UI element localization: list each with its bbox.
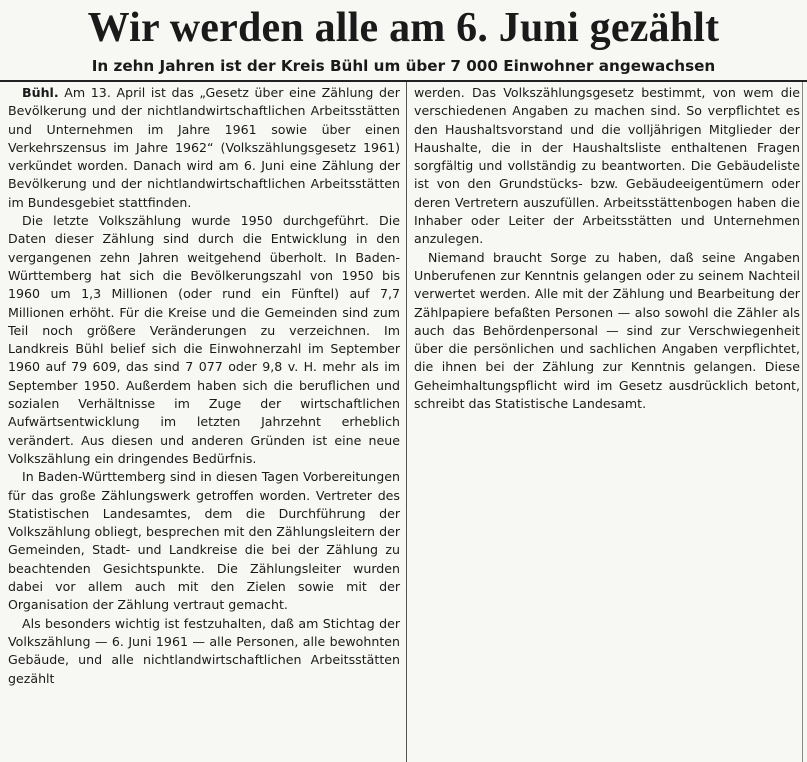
paragraph-3: In Baden-Württemberg sind in diesen Tagen Vorbereitungen für das große Zählungswerk getroffen worden. Vertreter des Statistischen Landesamtes, dem die Durchführung der Volkszählung obliegt, besprechen mit den Zählungsleitern der Gemeinden, Stadt- und Landkreise die bei der Zählung zu beachtenden Gesichtspunkte. Die Zählungsleiter wurden dabei vor allem auch mit den Zielen sowie mit der Organisation der Zählung vertraut gemacht. xyxy=(8,469,400,613)
paragraph-1 xyxy=(8,84,400,212)
header-rule xyxy=(0,80,807,82)
paragraph-4: Als besonders wichtig ist festzuhalten, daß am Stichtag der Volkszählung — 6. Juni 1961 — alle Personen, alle bewohnten Gebäude, und alle nichtlandwirtschaftlichen Arbeitsstätten gezählt xyxy=(8,615,400,686)
paragraph-6: Niemand braucht Sorge zu haben, daß seine Angaben Unberufenen zur Kenntnis gelangen oder zu seinem Nachteil verwertet werden. Alle mit der Zählung und Bearbeitung der Zählpapiere befaßten Personen — also sowohl die Zähler als auch das Behördenpersonal — sind zur Verschwiegenheit über die persönlichen und sachlichen Angaben verpflichtet, die ihnen bei der Zählung zur Kenntnis gelangen. Diese Geheimhaltungspflicht wird im Gesetz ausdrücklich betont, schreibt das Statistische Landesamt. xyxy=(414,249,800,412)
column-divider xyxy=(406,82,407,762)
subheadline: In zehn Jahren ist der Kreis Bühl um über 7 000 Einwohner angewachsen xyxy=(91,57,716,75)
paragraph-2: Die letzte Volkszählung wurde 1950 durchgeführt. Die Daten dieser Zählung sind durch die Entwicklung in den vergangenen zehn Jahren weitgehend überholt. In Baden-Württemberg hat sich die Bevölkerungszahl von 1950 bis 1960 um 1,3 Millionen (oder rund ein Fünftel) auf 7,7 Millionen erhöht. Für die Kreise und die Gemeinden sind zum Teil noch größere Veränderungen zu verzeichnen. Im Landkreis Bühl belief sich die Einwohnerzahl im September 1960 auf 79 609, das sind 7 077 oder 9,8 v. H. mehr als im September 1950. Außerdem haben sich die beruflichen und sozialen Verhältnisse im Zuge der wirtschaftlichen Aufwärtsentwicklung im letzten Jahrzehnt erheblich verändert. Aus diesen und anderen Gründen ist eine neue Volkszählung ein dringendes Bedürfnis. xyxy=(8,213,400,466)
paragraph-5: werden. Das Volkszählungsgesetz bestimmt, von wem die verschiedenen Angaben zu machen sind. So verpflichtet es den Haushaltsvorstand und die volljährigen Mitglieder der Haushalte, die in der Haushaltsliste enthaltenen Fragen sorgfältig und vollständig zu beantworten. Die Gebäudeliste ist von den Grundstücks- bzw. Gebäudeeigentümern oder deren Vertretern auszufüllen. Arbeitsstättenbogen haben die Inhaber oder Leiter der Arbeitsstätten und Unternehmen anzulegen. xyxy=(414,85,800,247)
headline: Wir werden alle am 6. Juni gezählt xyxy=(87,5,720,51)
dateline: Bühl. xyxy=(22,85,59,100)
left-column xyxy=(8,84,400,688)
right-column xyxy=(414,84,800,413)
right-edge-rule xyxy=(802,82,803,762)
paragraph-1-text: Am 13. April ist das „Gesetz über eine Zählung der Bevölkerung und der nichtlandwirtschaftlichen Arbeitsstätten und Unternehmen im Jahre 1961 sowie über einen Verkehrszensus im Jahre 1962“ (Volkszählungsgesetz 1961) verkündet worden. Danach wird am 6. Juni eine Zählung der Bevölkerung und der nichtlandwirtschaftlichen Arbeitsstätten im Bundesgebiet stattfinden. xyxy=(8,85,400,210)
